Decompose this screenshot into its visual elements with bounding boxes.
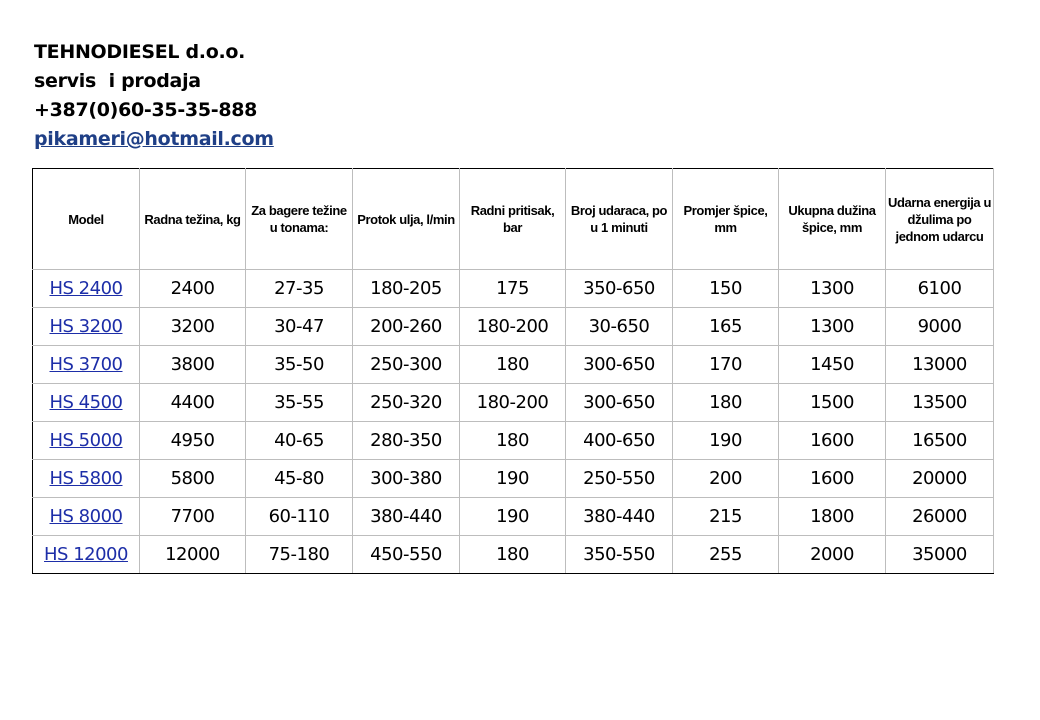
table-cell: 45-80 <box>246 460 353 498</box>
table-cell: 255 <box>673 536 779 574</box>
table-cell: 190 <box>460 498 566 536</box>
model-cell <box>33 498 140 536</box>
table-cell: 215 <box>673 498 779 536</box>
table-cell: 350-550 <box>566 536 673 574</box>
table-cell: 1300 <box>779 308 886 346</box>
table-row <box>33 308 994 346</box>
table-cell: 6100 <box>886 270 994 308</box>
table-cell: 12000 <box>140 536 246 574</box>
table-cell: 30-47 <box>246 308 353 346</box>
company-phone: +387(0)60-35-35-888 <box>34 99 258 121</box>
model-cell <box>33 536 140 574</box>
table-cell: 75-180 <box>246 536 353 574</box>
table-row <box>33 498 994 536</box>
table-cell: 450-550 <box>353 536 460 574</box>
model-link[interactable]: HS 5800 <box>49 468 123 489</box>
table-cell: 180 <box>460 346 566 384</box>
table-cell: 180-205 <box>353 270 460 308</box>
table-row <box>33 346 994 384</box>
model-cell <box>33 422 140 460</box>
table-row <box>33 422 994 460</box>
column-header: Radni pritisak, bar <box>460 169 566 270</box>
table-cell: 250-300 <box>353 346 460 384</box>
column-header: Udarna energija u džulima po jednom udarcu <box>886 169 994 270</box>
table-cell: 1300 <box>779 270 886 308</box>
table-cell: 350-650 <box>566 270 673 308</box>
table-cell: 35000 <box>886 536 994 574</box>
table-cell: 380-440 <box>566 498 673 536</box>
table-cell: 40-65 <box>246 422 353 460</box>
table-cell: 16500 <box>886 422 994 460</box>
table-cell: 300-650 <box>566 384 673 422</box>
column-header: Promjer špice, mm <box>673 169 779 270</box>
table-cell: 200-260 <box>353 308 460 346</box>
table-cell: 1600 <box>779 460 886 498</box>
table-row <box>33 384 994 422</box>
table-cell: 60-110 <box>246 498 353 536</box>
table-cell: 190 <box>460 460 566 498</box>
table-header-row <box>33 169 994 270</box>
table-cell: 30-650 <box>566 308 673 346</box>
column-header: Broj udaraca, po u 1 minuti <box>566 169 673 270</box>
model-link[interactable]: HS 2400 <box>49 278 123 299</box>
table-cell: 400-650 <box>566 422 673 460</box>
company-tagline: servis i prodaja <box>34 70 201 92</box>
model-link[interactable]: HS 3200 <box>49 316 123 337</box>
table-cell: 1500 <box>779 384 886 422</box>
column-header: Radna težina, kg <box>140 169 246 270</box>
column-header: Za bagere težine u tonama: <box>246 169 353 270</box>
table-cell: 180 <box>460 422 566 460</box>
column-header: Model <box>33 169 140 270</box>
table-cell: 300-650 <box>566 346 673 384</box>
table-cell: 4400 <box>140 384 246 422</box>
table-cell: 180-200 <box>460 308 566 346</box>
table-cell: 3200 <box>140 308 246 346</box>
model-link[interactable]: HS 4500 <box>49 392 123 413</box>
table-cell: 35-50 <box>246 346 353 384</box>
table-cell: 180-200 <box>460 384 566 422</box>
table-cell: 9000 <box>886 308 994 346</box>
model-link[interactable]: HS 12000 <box>44 544 128 565</box>
table-cell: 35-55 <box>246 384 353 422</box>
table-cell: 13000 <box>886 346 994 384</box>
table-cell: 1800 <box>779 498 886 536</box>
table-cell: 2000 <box>779 536 886 574</box>
table-cell: 190 <box>673 422 779 460</box>
table-cell: 5800 <box>140 460 246 498</box>
table-row <box>33 460 994 498</box>
company-name: TEHNODIESEL d.o.o. <box>34 41 246 63</box>
table-cell: 250-320 <box>353 384 460 422</box>
table-cell: 20000 <box>886 460 994 498</box>
table-cell: 280-350 <box>353 422 460 460</box>
model-link[interactable]: HS 3700 <box>49 354 123 375</box>
column-header: Ukupna dužina špice, mm <box>779 169 886 270</box>
company-header <box>34 38 274 154</box>
table-row <box>33 270 994 308</box>
email-link[interactable]: pikameri@hotmail.com <box>34 128 274 150</box>
specs-table <box>32 168 994 574</box>
table-cell: 2400 <box>140 270 246 308</box>
model-cell <box>33 346 140 384</box>
table-cell: 1600 <box>779 422 886 460</box>
table-cell: 180 <box>460 536 566 574</box>
table-cell: 170 <box>673 346 779 384</box>
model-cell <box>33 460 140 498</box>
table-cell: 180 <box>673 384 779 422</box>
table-cell: 380-440 <box>353 498 460 536</box>
table-cell: 3800 <box>140 346 246 384</box>
table-cell: 13500 <box>886 384 994 422</box>
model-link[interactable]: HS 8000 <box>49 506 123 527</box>
model-cell <box>33 270 140 308</box>
model-cell <box>33 384 140 422</box>
table-cell: 4950 <box>140 422 246 460</box>
model-cell <box>33 308 140 346</box>
table-row <box>33 536 994 574</box>
table-cell: 26000 <box>886 498 994 536</box>
table-cell: 250-550 <box>566 460 673 498</box>
table-cell: 1450 <box>779 346 886 384</box>
column-header: Protok ulja, l/min <box>353 169 460 270</box>
table-cell: 175 <box>460 270 566 308</box>
table-cell: 300-380 <box>353 460 460 498</box>
model-link[interactable]: HS 5000 <box>49 430 123 451</box>
table-cell: 27-35 <box>246 270 353 308</box>
table-cell: 200 <box>673 460 779 498</box>
table-cell: 150 <box>673 270 779 308</box>
table-cell: 7700 <box>140 498 246 536</box>
table-cell: 165 <box>673 308 779 346</box>
